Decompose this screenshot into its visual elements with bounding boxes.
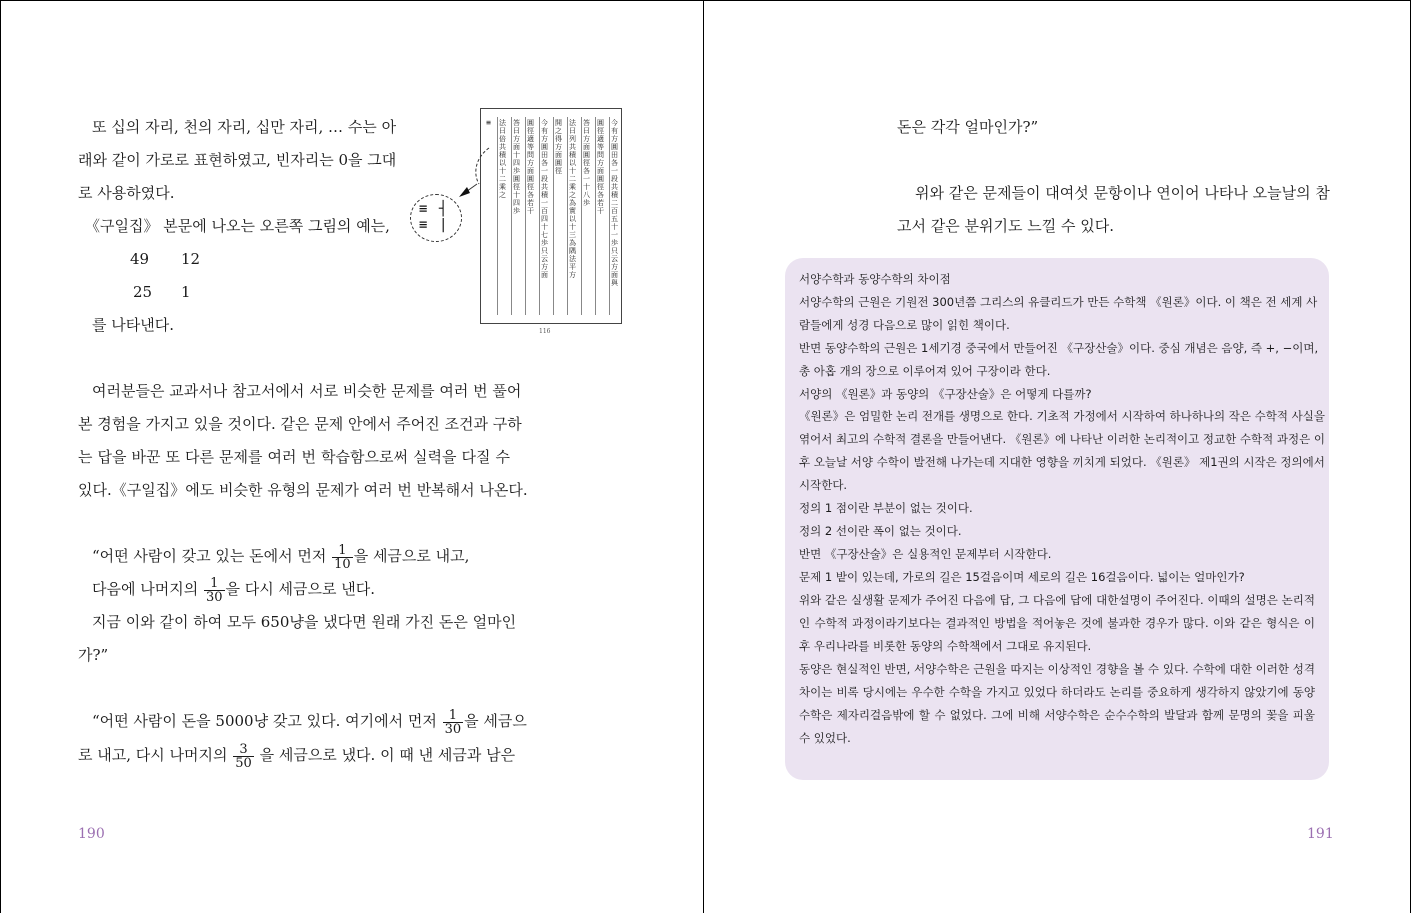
box-line: 반면 동양수학의 근원은 1세기경 중국에서 만들어진 《구장산술》이다. 중심 개념은 음양, 즉 +, −이며,	[799, 341, 1319, 355]
left-page	[0, 0, 703, 913]
para2-line1: 여러분들은 교과서나 참고서에서 서로 비슷한 문제를 여러 번 풀어	[92, 382, 522, 400]
para2-line4: 있다.《구일집》에도 비슷한 유형의 문제가 여러 번 반복해서 나온다.	[78, 481, 528, 499]
box-line: 람들에게 성경 다음으로 많이 읽힌 책이다.	[799, 318, 1010, 332]
para1-line4: 《구일집》 본문에 나오는 오른쪽 그림의 예는,	[85, 217, 390, 235]
arrow-icon	[455, 140, 495, 200]
manuscript-col: 答曰方面圓徑各一十八歩	[583, 119, 590, 207]
box-line: 서양수학의 근원은 기원전 300년쯤 그리스의 유클리드가 만든 수학책 《원론》이다. 이 책은 전 세계 사	[799, 295, 1318, 309]
box-line: 후 우리나라를 비롯한 동양의 수학책에서 그대로 유지된다.	[799, 639, 1092, 653]
manuscript-col: 今有方圓田各一段共積一百四十七歩只云方面	[541, 119, 548, 279]
manuscript-page-mark: 116	[539, 328, 551, 335]
manuscript-col: 法曰列共積以十二乘之為實以十三為隅法平方	[569, 119, 576, 279]
right-line3: 고서 같은 분위기도 느낄 수 있다.	[897, 217, 1114, 235]
page-number-left: 190	[78, 826, 105, 842]
box-line: 《원론》은 엄밀한 논리 전개를 생명으로 한다. 기초적 가정에서 시작하여 하나하나의 작은 수학적 사실을	[799, 409, 1325, 423]
quote2-line1: “어떤 사람이 돈을 5000냥 갖고 있다. 여기에서 먼저 $\frac{1}{30}$ 을 세금으	[92, 707, 527, 737]
para1-line3: 로 사용하였다.	[78, 184, 175, 202]
fraction: $\frac{3}{50}$	[235, 741, 252, 771]
box-line: 인 수학적 과정이라기보다는 결과적인 방법을 적어놓은 것에 불과한 경우가 많다. 이와 같은 형식은 이	[799, 616, 1315, 630]
quote1-line1: “어떤 사람이 갖고 있는 돈에서 먼저 $\frac{1}{10}$ 을 세금으로 내고,	[92, 542, 470, 572]
box-line: 정의 2 선이란 폭이 없는 것이다.	[799, 524, 962, 538]
box-line: 서양의 《원론》과 동양의 《구장산술》은 어떻게 다를까?	[799, 387, 1092, 401]
manuscript-figure	[480, 108, 622, 335]
manuscript-col: 法曰倍共積以十二乘之	[499, 119, 506, 199]
box-line: 차이는 비록 당시에는 우수한 수학을 가지고 있었다 하더라도 논리를 중요하게 생각하지 않았기에 동양	[799, 685, 1315, 699]
box-line: 수학은 제자리걸음밖에 할 수 없었다. 그에 비해 서양수학은 순수수학의 발달과 함께 문명의 꽃을 피울	[799, 708, 1315, 722]
box-line: 반면 《구장산술》은 실용적인 문제부터 시작한다.	[799, 547, 1052, 561]
para2-line2: 본 경험을 가지고 있을 것이다. 같은 문제 안에서 주어진 조건과 구하	[78, 415, 522, 433]
box-line: 문제 1 밭이 있는데, 가로의 길은 15걸음이며 세로의 길은 16걸음이다. 넓이는 얼마인가?	[799, 570, 1245, 584]
box-title: 서양수학과 동양수학의 차이점	[799, 272, 951, 286]
quote1-line4: 가?”	[78, 646, 109, 664]
fraction: $\frac{1}{10}$	[334, 542, 351, 572]
box-line: 수 있었다.	[799, 731, 851, 745]
box-line: 위와 같은 실생활 문제가 주어진 다음에 답, 그 다음에 답에 대한설명이 주어진다. 이때의 설명은 논리적	[799, 593, 1315, 607]
right-line2: 위와 같은 문제들이 대여섯 문항이나 연이어 나타나 오늘날의 참	[915, 184, 1330, 202]
right-line1: 돈은 각각 얼마인가?”	[897, 118, 1039, 136]
manuscript-col: 開之得方面圓徑	[555, 119, 562, 175]
box-line: 총 아홉 개의 장으로 이루어져 있어 구장이라 한다.	[799, 364, 1051, 378]
counting-rods-icon: ≡ ┤ ≡ |	[410, 194, 462, 242]
example-25: 25	[133, 283, 153, 301]
box-line: 후 오늘날 서양 수학이 발전해 나가는데 지대한 영향을 끼치게 되었다. 《원론》 제1권의 시작은 정의에서	[799, 455, 1325, 469]
fraction: $\frac{1}{30}$	[205, 575, 223, 605]
manuscript-col: 圓徑適等問方面圓徑各若干	[527, 119, 534, 215]
page-number-right: 191	[1307, 826, 1334, 842]
quote1-line2: 다음에 나머지의 $\frac{1}{30}$ 을 다시 세금으로 낸다.	[92, 575, 375, 605]
manuscript-col: 答曰方面十四歩 圓徑十四歩	[513, 119, 520, 215]
example-1: 1	[181, 283, 191, 301]
para1-end: 를 나타낸다.	[92, 316, 174, 334]
example-49: 49	[130, 250, 150, 268]
quote1-line3: 지금 이와 같이 하여 모두 650냥을 냈다면 원래 가진 돈은 얼마인	[92, 613, 517, 631]
para2-line3: 는 답을 바꾼 또 다른 문제를 여러 번 학습함으로써 실력을 다질 수	[78, 448, 510, 466]
box-line: 동양은 현실적인 반면, 서양수학은 근원을 따지는 이상적인 경향을 볼 수 있다. 수학에 대한 이러한 성격	[799, 662, 1315, 676]
manuscript-rods-col: ≡	[486, 118, 491, 127]
para1-line1: 또 십의 자리, 천의 자리, 십만 자리, … 수는 아	[92, 118, 397, 136]
quote2-line2: 로 내고, 다시 나머지의 $\frac{3}{50}$ 을 세금으로 냈다. 이 때 낸 세금과 남은	[78, 741, 516, 771]
fraction: $\frac{1}{30}$	[444, 707, 462, 737]
box-line: 정의 1 점이란 부분이 없는 것이다.	[799, 501, 973, 515]
book-spine	[703, 0, 704, 913]
manuscript-col: 今有方圓田各一段共積二百五十一歩只云方面與	[611, 119, 618, 287]
box-line: 엮어서 최고의 수학적 결론을 만들어낸다. 《원론》에 나타난 이러한 논리적이고 정교한 수학적 과정은 이	[799, 432, 1325, 446]
manuscript-col: 圓徑適等問方面圓徑各若干	[597, 119, 604, 215]
box-line: 시작한다.	[799, 478, 848, 492]
example-12: 12	[181, 250, 201, 268]
info-box	[785, 258, 1329, 780]
para1-line2: 래와 같이 가로로 표현하였고, 빈자리는 0을 그대	[78, 151, 397, 169]
